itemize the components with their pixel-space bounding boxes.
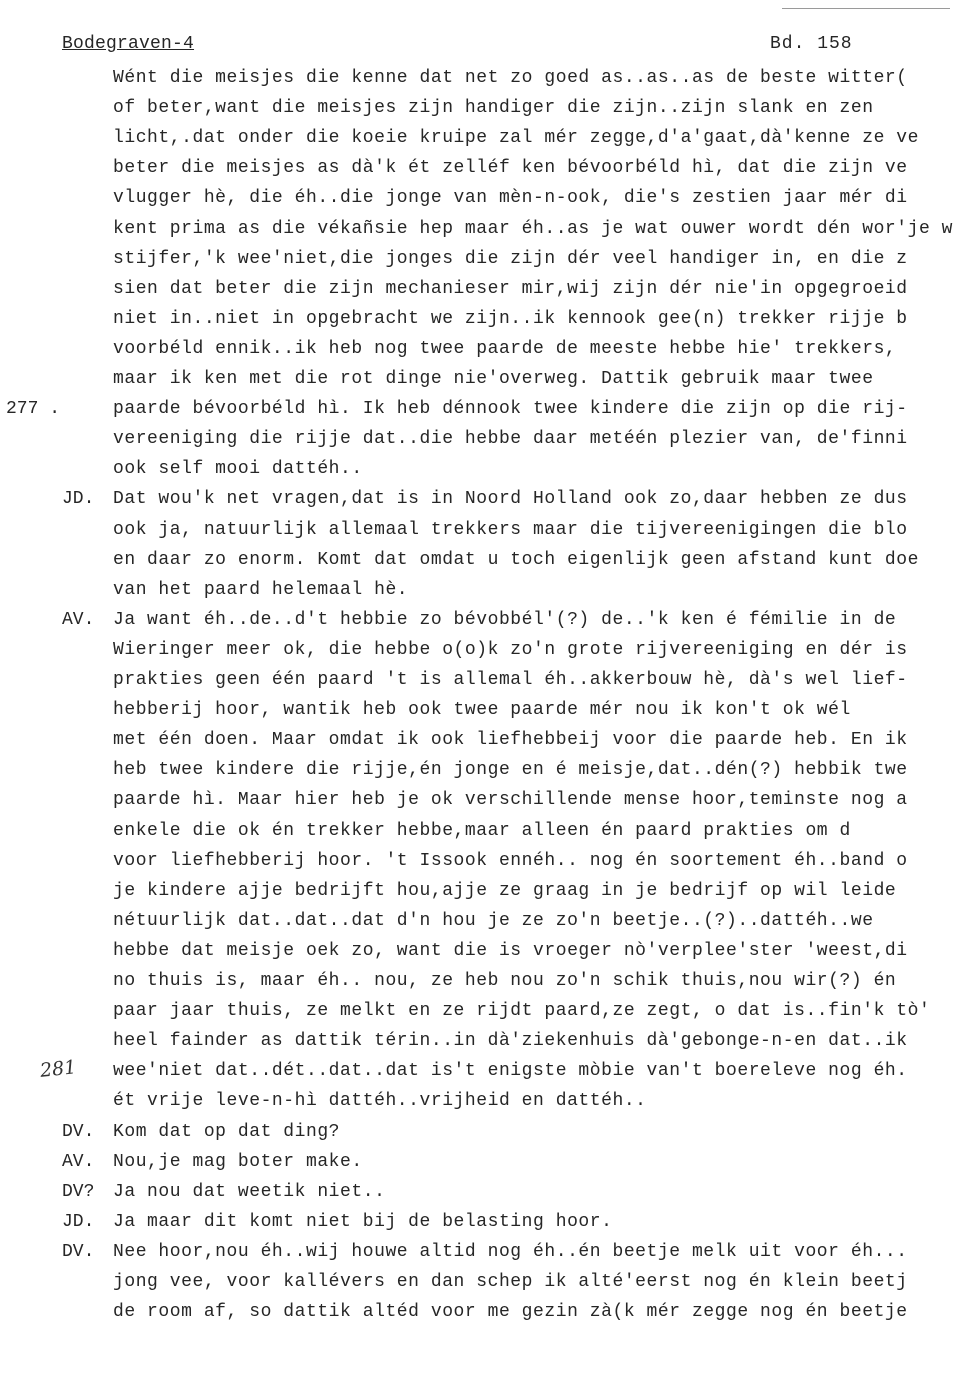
speaker-label: DV. [62, 1122, 95, 1142]
transcript-line: niet in..niet in opgebracht we zijn..ik kennook gee(n) trekker rijje b [113, 309, 908, 329]
transcript-line: Nou,je mag boter make. [113, 1152, 363, 1172]
margin-handwritten-number: 281 [38, 1056, 78, 1082]
transcript-line: Wieringer meer ok, die hebbe o(o)k zo'n grote rijvereeniging en dér is [113, 640, 908, 660]
transcript-line: Ja want éh..de..d't hebbie zo bévobbél'(?) de..'k ken é fémilie in de [113, 610, 897, 630]
transcript-line: licht,.dat onder die koeie kruipe zal mér zegge,d'a'gaat,dà'kenne ze ve [113, 128, 919, 148]
transcript-line: Ja maar dit komt niet bij de belasting hoor. [113, 1212, 613, 1232]
speaker-label: JD. [62, 489, 95, 509]
transcript-line: vlugger hè, die éh..die jonge van mèn-n-ook, die's zestien jaar mér di [113, 188, 908, 208]
transcript-line: en daar zo enorm. Komt dat omdat u toch eigenlijk geen afstand kunt doe [113, 550, 919, 570]
transcript-line: paar jaar thuis, ze melkt en ze rijdt paard,ze zegt, o dat is..fin'k tò' [113, 1001, 931, 1021]
transcript-line: stijfer,'k wee'niet,die jonges die zijn dér veel handiger in, en die z [113, 249, 908, 269]
transcript-line: vereeniging die rijje dat..die hebbe daar metéén plezier van, de'finni [113, 429, 908, 449]
speaker-label: DV? [62, 1182, 95, 1202]
speaker-label: AV. [62, 1152, 95, 1172]
speaker-label: AV. [62, 610, 95, 630]
margin-counter: 277 . [6, 399, 61, 419]
transcript-line: paarde hì. Maar hier heb je ok verschillende mense hoor,teminste nog a [113, 790, 908, 810]
transcript-line: voorbéld ennik..ik heb nog twee paarde de meeste hebbe hie' trekkers, [113, 339, 897, 359]
transcript-line: maar ik ken met die rot dinge nie'overweg. Dattik gebruik maar twee [113, 369, 874, 389]
transcript-line: kent prima as die vékañsie hep maar éh..as je wat ouwer wordt dén wor'je w [113, 219, 954, 239]
transcript-line: no thuis is, maar éh.. nou, ze heb nou zo'n schik thuis,nou wir(?) én [113, 971, 897, 991]
transcript-line: Wént die meisjes die kenne dat net zo goed as..as..as de beste witter( [113, 68, 908, 88]
transcript-line: nétuurlijk dat..dat..dat d'n hou je ze zo'n beetje..(?)..dattéh..we [113, 911, 874, 931]
top-rule [782, 8, 950, 9]
transcript-line: Dat wou'k net vragen,dat is in Noord Holland ook zo,daar hebben ze dus [113, 489, 908, 509]
transcript-line: ook self mooi dattéh.. [113, 459, 363, 479]
transcript-line: je kindere ajje bedrijft hou,ajje ze graag in je bedrijf op wil leide [113, 881, 897, 901]
header-tape-number: Bd. 158 [770, 34, 853, 54]
transcript-line: enkele die ok én trekker hebbe,maar alleen én paard prakties om d [113, 821, 851, 841]
transcript-line: voor liefhebberij hoor. 't Issook ennéh.. nog én soortement éh..band o [113, 851, 908, 871]
speaker-label: JD. [62, 1212, 95, 1232]
transcript-line: Nee hoor,nou éh..wij houwe altid nog éh..én beetje melk uit voor éh... [113, 1242, 908, 1262]
transcript-line: prakties geen één paard 't is allemal éh..akkerbouw hè, dà's wel lief- [113, 670, 908, 690]
transcript-line: of beter,want die meisjes zijn handiger die zijn..zijn slank en zen [113, 98, 874, 118]
transcript-line: beter die meisjes as dà'k ét zelléf ken bévoorbéld hì, dat die zijn ve [113, 158, 908, 178]
transcript-line: Kom dat op dat ding? [113, 1122, 341, 1142]
transcript-line: wee'niet dat..dét..dat..dat is't enigste mòbie van't boereleve nog éh. [113, 1061, 908, 1081]
transcript-line: heel fainder as dattik térin..in dà'ziekenhuis dà'gebonge-n-en dat..ik [113, 1031, 908, 1051]
transcript-line: ét vrije leve-n-hì dattéh..vrijheid en dattéh.. [113, 1091, 647, 1111]
transcript-line: hebberij hoor, wantik heb ook twee paarde mér nou ik kon't ok wél [113, 700, 851, 720]
header-location-text: Bodegraven-4 [62, 34, 195, 54]
transcript-line: sien dat beter die zijn mechanieser mir,wij zijn dér nie'in opgegroeid [113, 279, 908, 299]
transcript-line: van het paard helemaal hè. [113, 580, 409, 600]
transcript-line: met één doen. Maar omdat ik ook liefhebbeij voor die paarde heb. En ik [113, 730, 908, 750]
transcript-line: ook ja, natuurlijk allemaal trekkers maar die tijvereenigingen die blo [113, 520, 908, 540]
header-location [62, 34, 194, 54]
transcript-line: paarde bévoorbéld hì. Ik heb dénnook twee kindere die zijn op die rij- [113, 399, 908, 419]
transcript-line: hebbe dat meisje oek zo, want die is vroeger nò'verplee'ster 'weest,di [113, 941, 908, 961]
transcript-line: heb twee kindere die rijje,én jonge en é meisje,dat..dén(?) hebbik twe [113, 760, 908, 780]
transcript-line: jong vee, voor kallévers en dan schep ik alté'eerst nog én klein beetj [113, 1272, 908, 1292]
transcript-line: Ja nou dat weetik niet.. [113, 1182, 386, 1202]
speaker-label: DV. [62, 1242, 95, 1262]
transcript-line: de room af, so dattik altéd voor me gezin zà(k mér zegge nog én beetje [113, 1302, 908, 1322]
